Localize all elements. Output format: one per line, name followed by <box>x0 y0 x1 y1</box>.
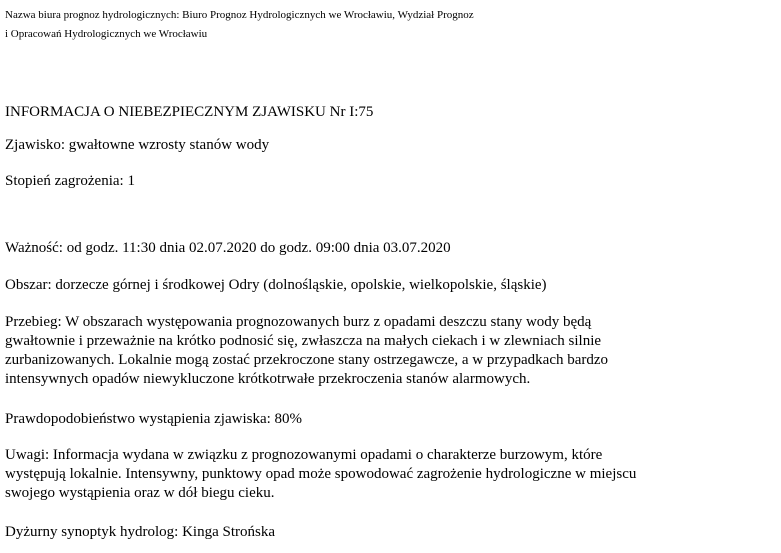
area-value: dorzecze górnej i środkowej Odry (dolnośląskie, opolskie, wielkopolskie, śląskie) <box>51 277 547 293</box>
validity-label: Ważność: <box>5 240 63 256</box>
course-line-4: intensywnych opadów niewykluczone krótkotrwałe przekroczenia stanów alarmowych. <box>5 371 531 387</box>
remarks-line-2: występują lokalnie. Intensywny, punktowy opad może spowodować zagrożenie hydrologiczne w miejscu <box>5 466 637 482</box>
phenomenon-row <box>5 136 269 155</box>
warning-heading: INFORMACJA O NIEBEZPIECZNYM ZJAWISKU Nr I:75 <box>5 104 374 120</box>
remarks-row <box>5 446 775 503</box>
forecast-office <box>5 6 779 44</box>
area-row <box>5 276 547 295</box>
threat-degree-row <box>5 172 135 191</box>
remarks-line-1 <box>5 446 775 465</box>
probability-row <box>5 410 302 429</box>
phenomenon-label: Zjawisko: <box>5 137 65 153</box>
probability-label: Prawdopodobieństwo wystąpienia zjawiska: <box>5 411 271 427</box>
forecast-office-value: Biuro Prognoz Hydrologicznych we Wrocławiu, Wydział Prognoz <box>179 9 474 21</box>
course-row <box>5 313 737 389</box>
course-label: Przebieg: <box>5 314 62 330</box>
area-label: Obszar: <box>5 277 52 293</box>
course-line-3: zurbanizowanych. Lokalnie mogą zostać przekroczone stany ostrzegawcze, a w przypadkach bardzo <box>5 352 609 368</box>
forecast-office-label: Nazwa biura prognoz hydrologicznych: <box>5 9 180 21</box>
duty-forecaster-row <box>5 523 275 542</box>
validity-value: od godz. 11:30 dnia 02.07.2020 do godz. 09:00 dnia 03.07.2020 <box>62 240 451 256</box>
course-line-1 <box>5 313 737 332</box>
threat-degree-value: 1 <box>123 173 135 189</box>
remarks-line-3: swojego wystąpienia oraz w dół biegu cieku. <box>5 485 275 501</box>
course-text-1: W obszarach występowania prognozowanych burz z opadami deszczu stany wody będą <box>61 314 592 330</box>
forecast-office-line-2: i Opracowań Hydrologicznych we Wrocławiu <box>5 28 208 40</box>
validity-row <box>5 239 451 258</box>
course-line-2: gwałtownie i przeważnie na krótko podnosić się, zwłaszcza na małych ciekach i w zlewniach silnie <box>5 333 602 349</box>
duty-forecaster-label: Dyżurny synoptyk hydrolog: <box>5 524 179 540</box>
phenomenon-value: gwałtowne wzrosty stanów wody <box>65 137 270 153</box>
duty-forecaster-name: Kinga Strońska <box>178 524 275 540</box>
forecast-office-line-1 <box>5 6 779 25</box>
remarks-label: Uwagi: <box>5 447 50 463</box>
probability-value: 80% <box>270 411 303 427</box>
remarks-text-1: Informacja wydana w związku z prognozowanymi opadami o charakterze burzowym, które <box>49 447 603 463</box>
threat-degree-label: Stopień zagrożenia: <box>5 173 124 189</box>
